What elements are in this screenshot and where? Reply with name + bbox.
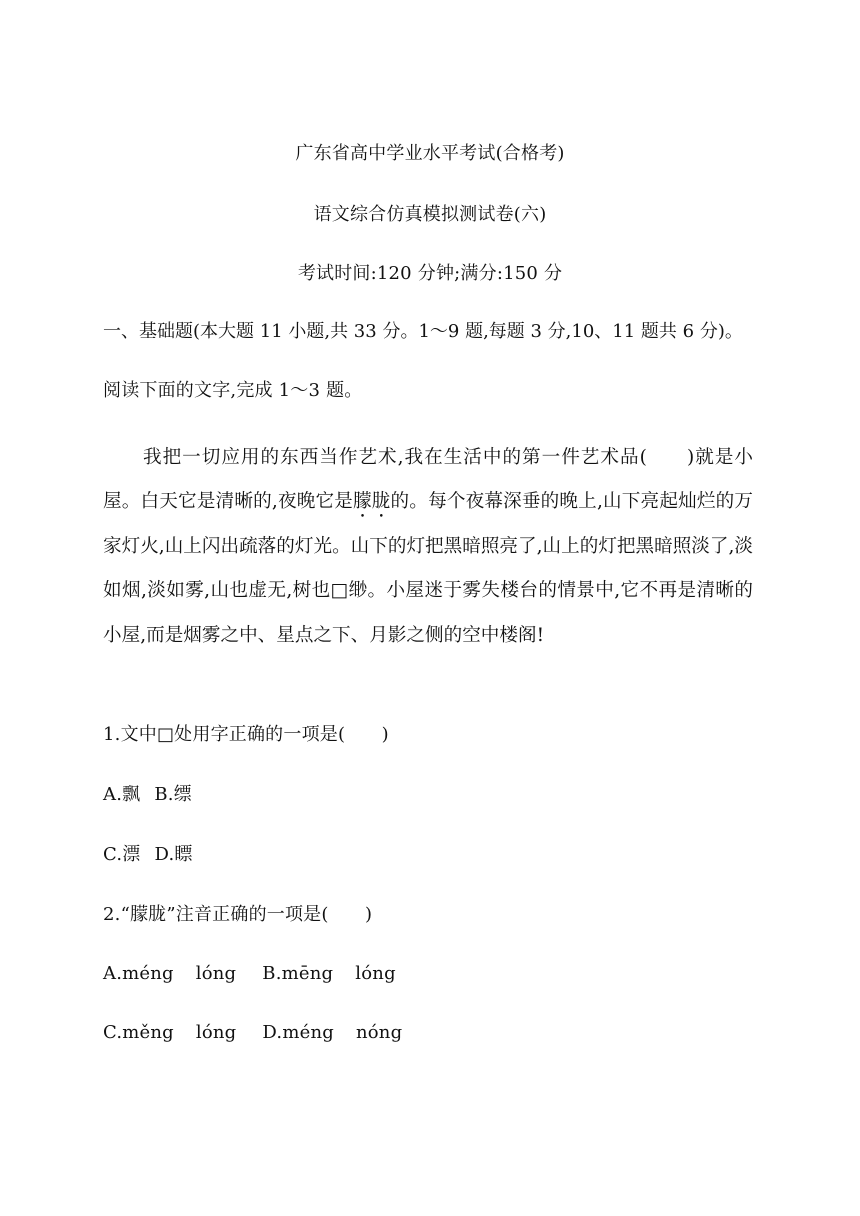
question-1-option-a[interactable]: A.飘: [103, 784, 141, 805]
question-2-option-c[interactable]: [103, 1022, 236, 1043]
question-2-option-a[interactable]: [103, 963, 236, 984]
question-1-options-row-1: [103, 783, 192, 807]
option-a-syllable-2: lóng: [195, 963, 237, 984]
reading-passage: [103, 436, 753, 658]
reading-instruction: 阅读下面的文字,完成 1～3 题。: [103, 380, 363, 401]
option-c-syllable-2: lóng: [195, 1022, 237, 1043]
option-b-syllable-2: lóng: [355, 963, 396, 984]
question-2-option-b[interactable]: [262, 963, 396, 984]
passage-text-part2: 的。每个夜幕深垂的晚上,山下亮起灿烂的万家灯火,山上闪出疏落的灯光。山下的灯把黑暗照亮了,山上的灯把黑暗照淡了,淡如烟,淡如雾,山也虚无,树也□缈。小屋迷于雾失楼台的情景中,它不再是清晰的小屋,而是烟雾之中、星点之下、月影之侧的空中楼阁!: [103, 491, 753, 646]
question-1-stem: 1.文中□处用字正确的一项是( ): [103, 724, 389, 745]
option-c-syllable-1: C.měng: [103, 1022, 174, 1043]
question-1-option-b[interactable]: B.缥: [154, 784, 192, 805]
emphasized-word: 朦胧: [353, 491, 391, 513]
option-b-syllable-1: B.mēng: [262, 963, 334, 984]
exam-title: 广东省高中学业水平考试(合格考): [295, 143, 565, 164]
exam-subtitle: 语文综合仿真模拟测试卷(六): [313, 204, 547, 225]
option-d-syllable-1: D.méng: [262, 1022, 334, 1043]
option-a-syllable-1: A.méng: [103, 963, 174, 984]
question-1-option-c[interactable]: C.漂: [103, 844, 141, 865]
exam-time-info: 考试时间:120 分钟;满分:150 分: [297, 263, 563, 284]
question-2-stem: 2.“朦胧”注音正确的一项是( ): [103, 904, 373, 925]
question-2-option-d[interactable]: [262, 1022, 402, 1043]
question-2-options-row-1: [103, 962, 396, 986]
option-d-syllable-2: nóng: [355, 1022, 403, 1043]
question-2-options-row-2: [103, 1021, 402, 1045]
question-1-option-d[interactable]: D.瞟: [154, 844, 193, 865]
section-heading: 一、基础题(本大题 11 小题,共 33 分。1～9 题,每题 3 分,10、11 题共 6 分)。: [103, 321, 743, 342]
question-1-options-row-2: [103, 843, 193, 867]
passage-text-part1: 我把一切应用的东西当作艺术,我在生活中的第一件艺术品( )就是小屋。白天它是清晰的,夜晚它是: [103, 447, 753, 513]
